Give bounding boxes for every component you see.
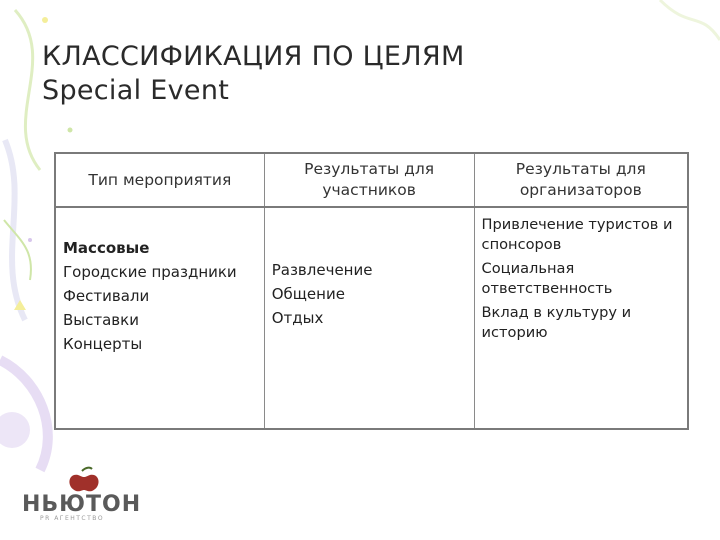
list-item: Фестивали xyxy=(63,287,150,305)
list-item: Отдых xyxy=(271,309,324,327)
title-line-1: КЛАССИФИКАЦИЯ ПО ЦЕЛЯМ xyxy=(42,41,465,72)
company-logo-subtitle: PR АГЕНТСТВО xyxy=(40,515,105,522)
company-logo-name: НЬЮТОН xyxy=(22,492,142,517)
slide-title xyxy=(42,40,465,108)
table-header-row xyxy=(55,153,688,207)
list-item: Развлечение xyxy=(271,261,373,279)
event-type-cell xyxy=(55,207,264,429)
list-item: Привлечение туристов и спонсоров xyxy=(481,216,673,253)
event-category: Массовые xyxy=(63,239,150,257)
organizer-results-cell xyxy=(474,207,688,429)
list-item: Городские праздники xyxy=(63,263,237,281)
list-item: Вклад в культуру и историю xyxy=(481,304,632,341)
table-row xyxy=(55,207,688,429)
participant-results-cell xyxy=(264,207,474,429)
list-item: Выставки xyxy=(63,311,139,329)
title-line-2: Special Event xyxy=(42,75,230,106)
list-item: Социальная ответственность xyxy=(481,260,613,297)
header-participant-results: Результаты для участников xyxy=(264,153,474,207)
header-event-type: Тип мероприятия xyxy=(55,153,264,207)
list-item: Общение xyxy=(271,285,345,303)
classification-table xyxy=(54,152,689,430)
header-organizer-results: Результаты для организаторов xyxy=(474,153,688,207)
list-item: Концерты xyxy=(63,335,143,353)
